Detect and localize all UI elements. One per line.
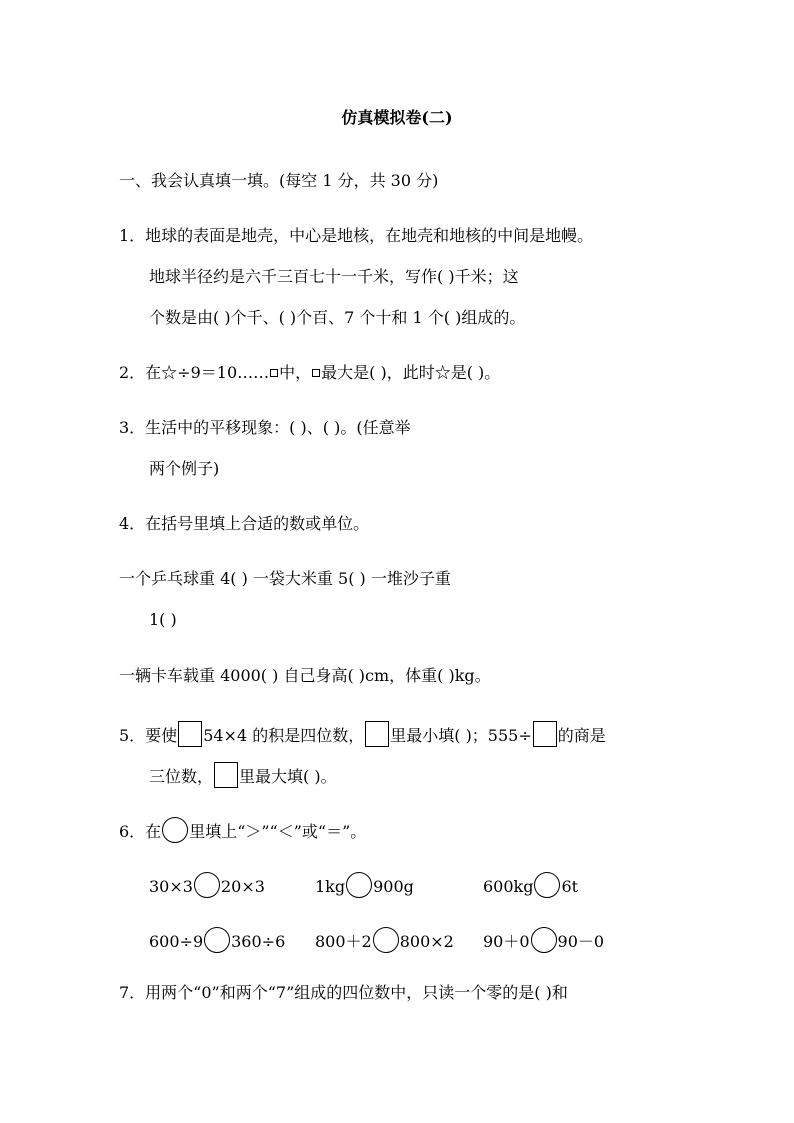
answer-circle[interactable] bbox=[531, 927, 557, 953]
question-3-line-1: 3．生活中的平移现象：( )、( )。(任意举 bbox=[119, 418, 411, 437]
question-5-part-c: 里最小填( )；555÷ bbox=[390, 726, 532, 745]
page-title: 仿真模拟卷(二) bbox=[341, 108, 453, 127]
compare-item bbox=[483, 872, 578, 898]
compare-right: 20×3 bbox=[220, 877, 265, 896]
compare-left: 90＋0 bbox=[483, 932, 530, 951]
question-4-line-1: 4．在括号里填上合适的数或单位。 bbox=[119, 514, 370, 533]
answer-circle[interactable] bbox=[194, 872, 220, 898]
question-1-line-3: 个数是由( )个千、( )个百、7 个十和 1 个( )组成的。 bbox=[149, 308, 526, 327]
question-3-line-2: 两个例子) bbox=[149, 459, 220, 478]
question-2-part-a: 2．在☆÷9＝10…… bbox=[119, 363, 270, 382]
answer-circle[interactable] bbox=[534, 872, 560, 898]
section-heading: 一、我会认真填一填。(每空 1 分，共 30 分) bbox=[119, 171, 439, 190]
compare-circle bbox=[162, 817, 188, 843]
square-symbol bbox=[270, 369, 278, 377]
question-5-part-b: 54×4 的积是四位数， bbox=[203, 726, 365, 745]
answer-box[interactable] bbox=[178, 721, 202, 747]
compare-left: 600÷9 bbox=[149, 932, 204, 951]
compare-left: 800＋2 bbox=[315, 932, 372, 951]
square-symbol bbox=[312, 369, 320, 377]
compare-right: 800×2 bbox=[399, 932, 454, 951]
question-1-line-1: 1．地球的表面是地壳，中心是地核，在地壳和地核的中间是地幔。 bbox=[119, 226, 594, 245]
compare-item bbox=[483, 927, 604, 953]
compare-item bbox=[315, 872, 414, 898]
answer-circle[interactable] bbox=[346, 872, 372, 898]
question-5-line-1 bbox=[119, 721, 606, 747]
answer-box[interactable] bbox=[533, 721, 557, 747]
compare-right: 90－0 bbox=[557, 932, 605, 951]
question-4-line-3: 1( ) bbox=[149, 610, 177, 629]
question-7-line-1: 7．用两个“0”和两个“7”组成的四位数中，只读一个零的是( )和 bbox=[119, 983, 568, 1002]
question-4-line-4: 一辆卡车载重 4000( ) 自己身高( )cm，体重( )kg。 bbox=[119, 666, 491, 685]
question-2 bbox=[119, 363, 500, 383]
question-5-part-d: 的商是 bbox=[557, 726, 606, 745]
question-5-part-f: 里最大填( )。 bbox=[239, 767, 337, 786]
answer-box[interactable] bbox=[214, 762, 238, 788]
question-2-part-b: 中， bbox=[279, 363, 312, 382]
compare-right: 6t bbox=[561, 877, 579, 896]
answer-box[interactable] bbox=[365, 721, 389, 747]
question-6-part-a: 6．在 bbox=[119, 822, 162, 841]
question-5-part-a: 5．要使 bbox=[119, 726, 178, 745]
compare-left: 600kg bbox=[483, 877, 534, 896]
compare-item bbox=[149, 927, 285, 953]
answer-circle[interactable] bbox=[204, 927, 230, 953]
compare-right: 900g bbox=[373, 877, 414, 896]
question-4-line-2: 一个乒乓球重 4( ) 一袋大米重 5( ) 一堆沙子重 bbox=[119, 569, 451, 588]
compare-right: 360÷6 bbox=[231, 932, 286, 951]
question-5-part-e: 三位数， bbox=[149, 767, 214, 786]
compare-left: 1kg bbox=[315, 877, 346, 896]
question-6-heading bbox=[119, 817, 366, 843]
compare-item bbox=[315, 927, 454, 953]
question-2-part-c: 最大是( )，此时☆是( )。 bbox=[321, 363, 501, 382]
question-5-line-2 bbox=[149, 762, 337, 788]
answer-circle[interactable] bbox=[373, 927, 399, 953]
question-1-line-2: 地球半径约是六千三百七十一千米，写作( )千米；这 bbox=[149, 267, 519, 286]
question-6-part-b: 里填上“＞”“＜”或“＝”。 bbox=[189, 822, 367, 841]
compare-item bbox=[149, 872, 265, 898]
compare-left: 30×3 bbox=[149, 877, 193, 896]
